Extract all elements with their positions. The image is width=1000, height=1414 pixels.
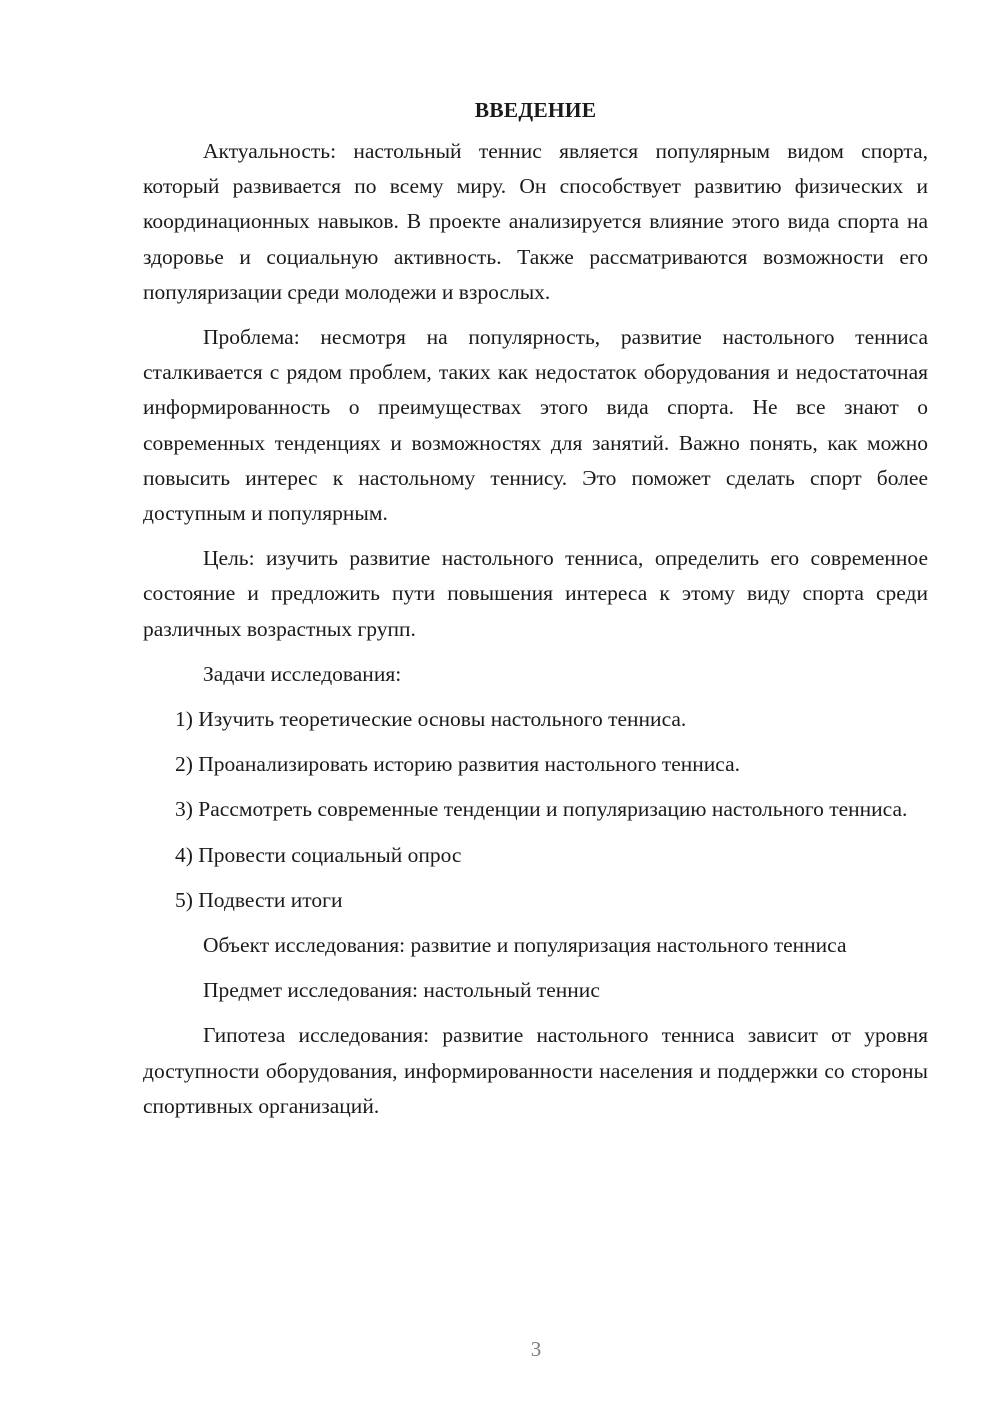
paragraph-goal: Цель: изучить развитие настольного тенниса, определить его современное состояние и предложить пути повышения интереса к этому виду спорта среди различных возрастных групп. bbox=[143, 546, 928, 641]
page-number: 3 bbox=[530, 1337, 542, 1361]
paragraph-subject: Предмет исследования: настольный теннис bbox=[203, 978, 600, 1003]
paragraph-hypothesis: Гипотеза исследования: развитие настольного тенниса зависит от уровня доступности оборудования, информированности населения и поддержки со стороны спортивных организаций. bbox=[143, 1023, 928, 1118]
paragraph-relevance: Актуальность: настольный теннис является популярным видом спорта, который развивается по всему миру. Он способствует развитию физических и координационных навыков. В проекте анализируется влияние этого вида спорта на здоровье и социальную активность. Также рассматриваются возможности его популяризации среди молодежи и взрослых. bbox=[143, 139, 928, 304]
task-item-5: 5) Подвести итоги bbox=[175, 887, 343, 912]
paragraph-object: Объект исследования: развитие и популяризация настольного тенниса bbox=[203, 933, 847, 958]
paragraph-problem: Проблема: несмотря на популярность, развитие настольного тенниса сталкивается с рядом проблем, таких как недостаток оборудования и недостаточная информированность о преимуществах этого вида спорта. Не все знают о современных тенденциях и возможностях для занятий. Важно понять, как можно повысить интерес к настольному теннису. Это поможет сделать спорт более доступным и популярным. bbox=[143, 325, 928, 526]
task-item-3: 3) Рассмотреть современные тенденции и популяризацию настольного тенниса. bbox=[175, 797, 908, 822]
task-item-4: 4) Провести социальный опрос bbox=[175, 842, 462, 867]
page-title: ВВЕДЕНИЕ bbox=[474, 98, 597, 122]
task-item-1: 1) Изучить теоретические основы настольного тенниса. bbox=[175, 707, 687, 732]
task-item-2: 2) Проанализировать историю развития настольного тенниса. bbox=[175, 752, 741, 777]
page-content bbox=[143, 93, 928, 1124]
tasks-heading: Задачи исследования: bbox=[203, 661, 402, 686]
